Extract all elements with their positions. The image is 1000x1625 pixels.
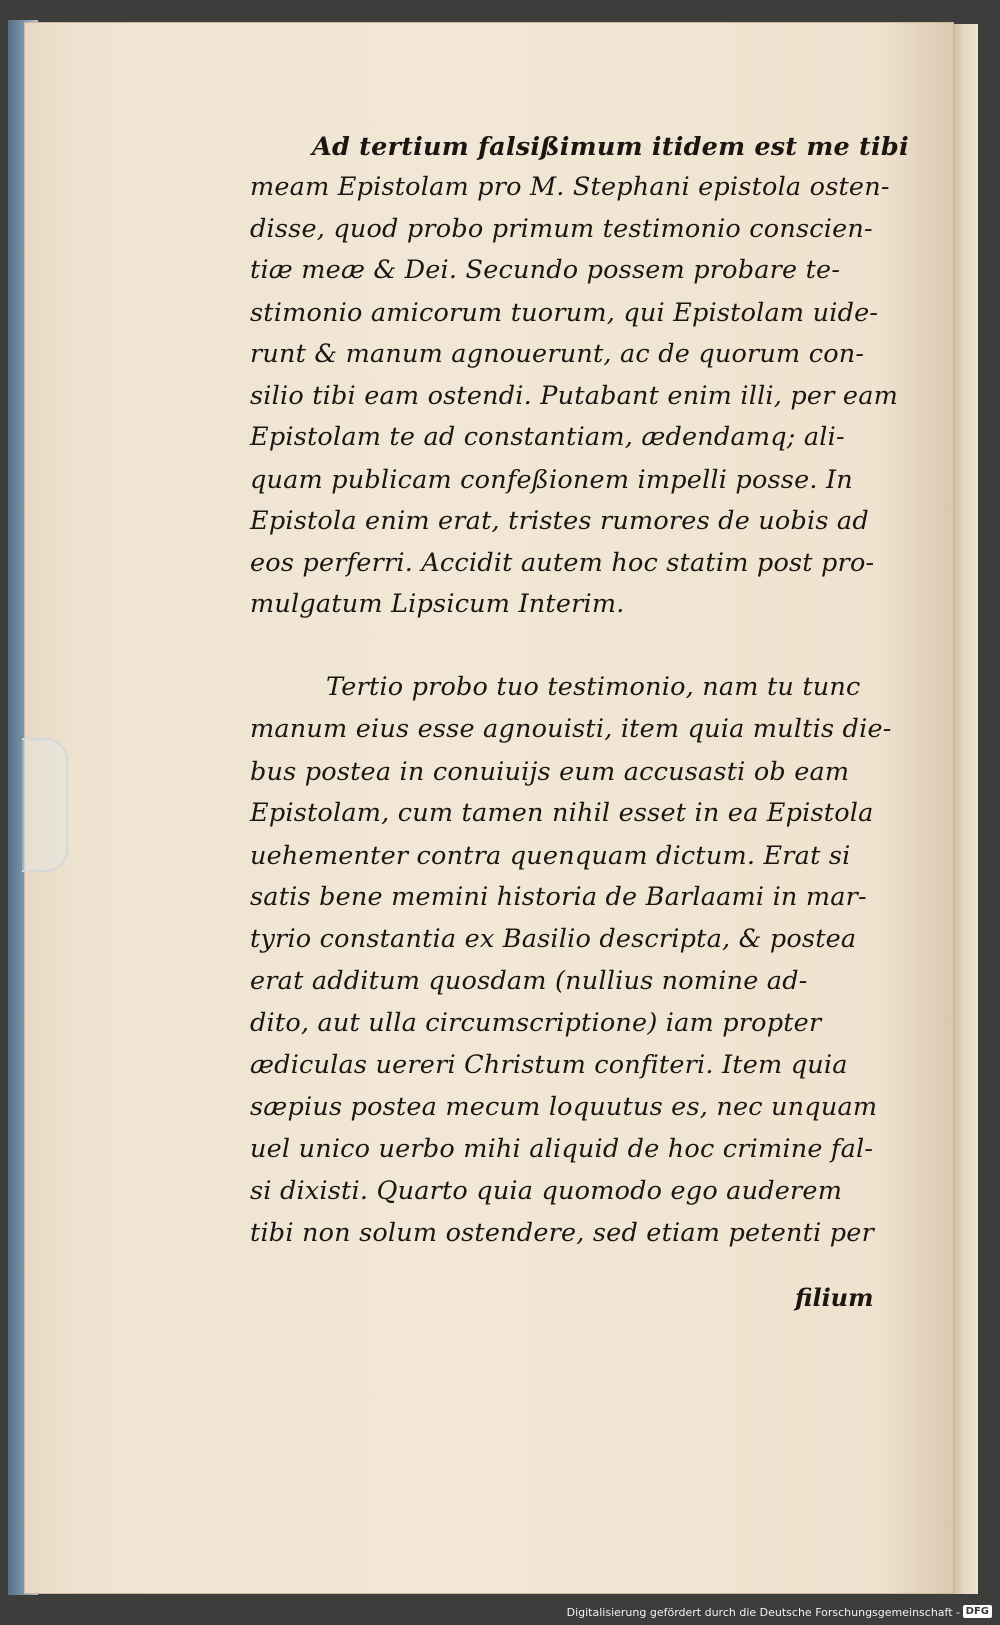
text-line: dito, aut ulla circumscriptione) iam propter [250, 1008, 822, 1038]
text-line: Epistolam te ad constantiam, ædendamq; ali- [250, 422, 845, 452]
text-line: mulgatum Lipsicum Interim. [250, 589, 625, 619]
catchword: filium [795, 1283, 874, 1312]
facing-page-edge [954, 24, 978, 1594]
footer-credit: Digitalisierung gefördert durch die Deutsche Forschungsgemeinschaft - [566, 1606, 960, 1619]
text-line: uel unico uerbo mihi aliquid de hoc crimine fal- [250, 1134, 874, 1164]
text-line: satis bene memini historia de Barlaami in mar- [250, 882, 867, 912]
text-line: Tertio probo tuo testimonio, nam tu tunc [326, 672, 861, 702]
text-line: quam publicam confeßionem impelli posse. In [250, 465, 853, 495]
text-line: disse, quod probo primum testimonio conscien- [250, 214, 873, 244]
text-line: meam Epistolam pro M. Stephani epistola osten- [250, 172, 890, 202]
text-line: bus postea in conuiuijs eum accusasti ob eam [250, 757, 850, 787]
text-line: eos perferri. Accidit autem hoc statim post pro- [250, 548, 875, 578]
text-line: tyrio constantia ex Basilio descripta, & postea [250, 924, 857, 954]
text-line: silio tibi eam ostendi. Putabant enim illi, per eam [250, 381, 898, 411]
text-line: uehementer contra quenquam dictum. Erat si [250, 841, 851, 871]
text-line: tiæ meæ & Dei. Secundo possem probare te- [250, 255, 841, 285]
text-line: runt & manum agnouerunt, ac de quorum con- [250, 339, 865, 369]
text-line: si dixisti. Quarto quia quomodo ego auderem [250, 1176, 843, 1206]
text-line: Epistola enim erat, tristes rumores de uobis ad [250, 506, 869, 536]
dfg-logo: DFG [963, 1605, 992, 1618]
text-line: Ad tertium falsißimum itidem est me tibi [312, 132, 909, 162]
page-holder-strip [22, 738, 68, 872]
text-line: tibi non solum ostendere, sed etiam petenti per [250, 1218, 874, 1248]
text-line: sæpius postea mecum loquutus es, nec unquam [250, 1092, 878, 1122]
text-line: stimonio amicorum tuorum, qui Epistolam uide- [250, 298, 879, 328]
text-line: manum eius esse agnouisti, item quia multis die- [250, 714, 892, 744]
text-line: erat additum quosdam (nullius nomine ad- [250, 966, 808, 996]
text-line: ædiculas uereri Christum confiteri. Item quia [250, 1050, 848, 1080]
text-line: Epistolam, cum tamen nihil esset in ea Epistola [250, 798, 874, 828]
